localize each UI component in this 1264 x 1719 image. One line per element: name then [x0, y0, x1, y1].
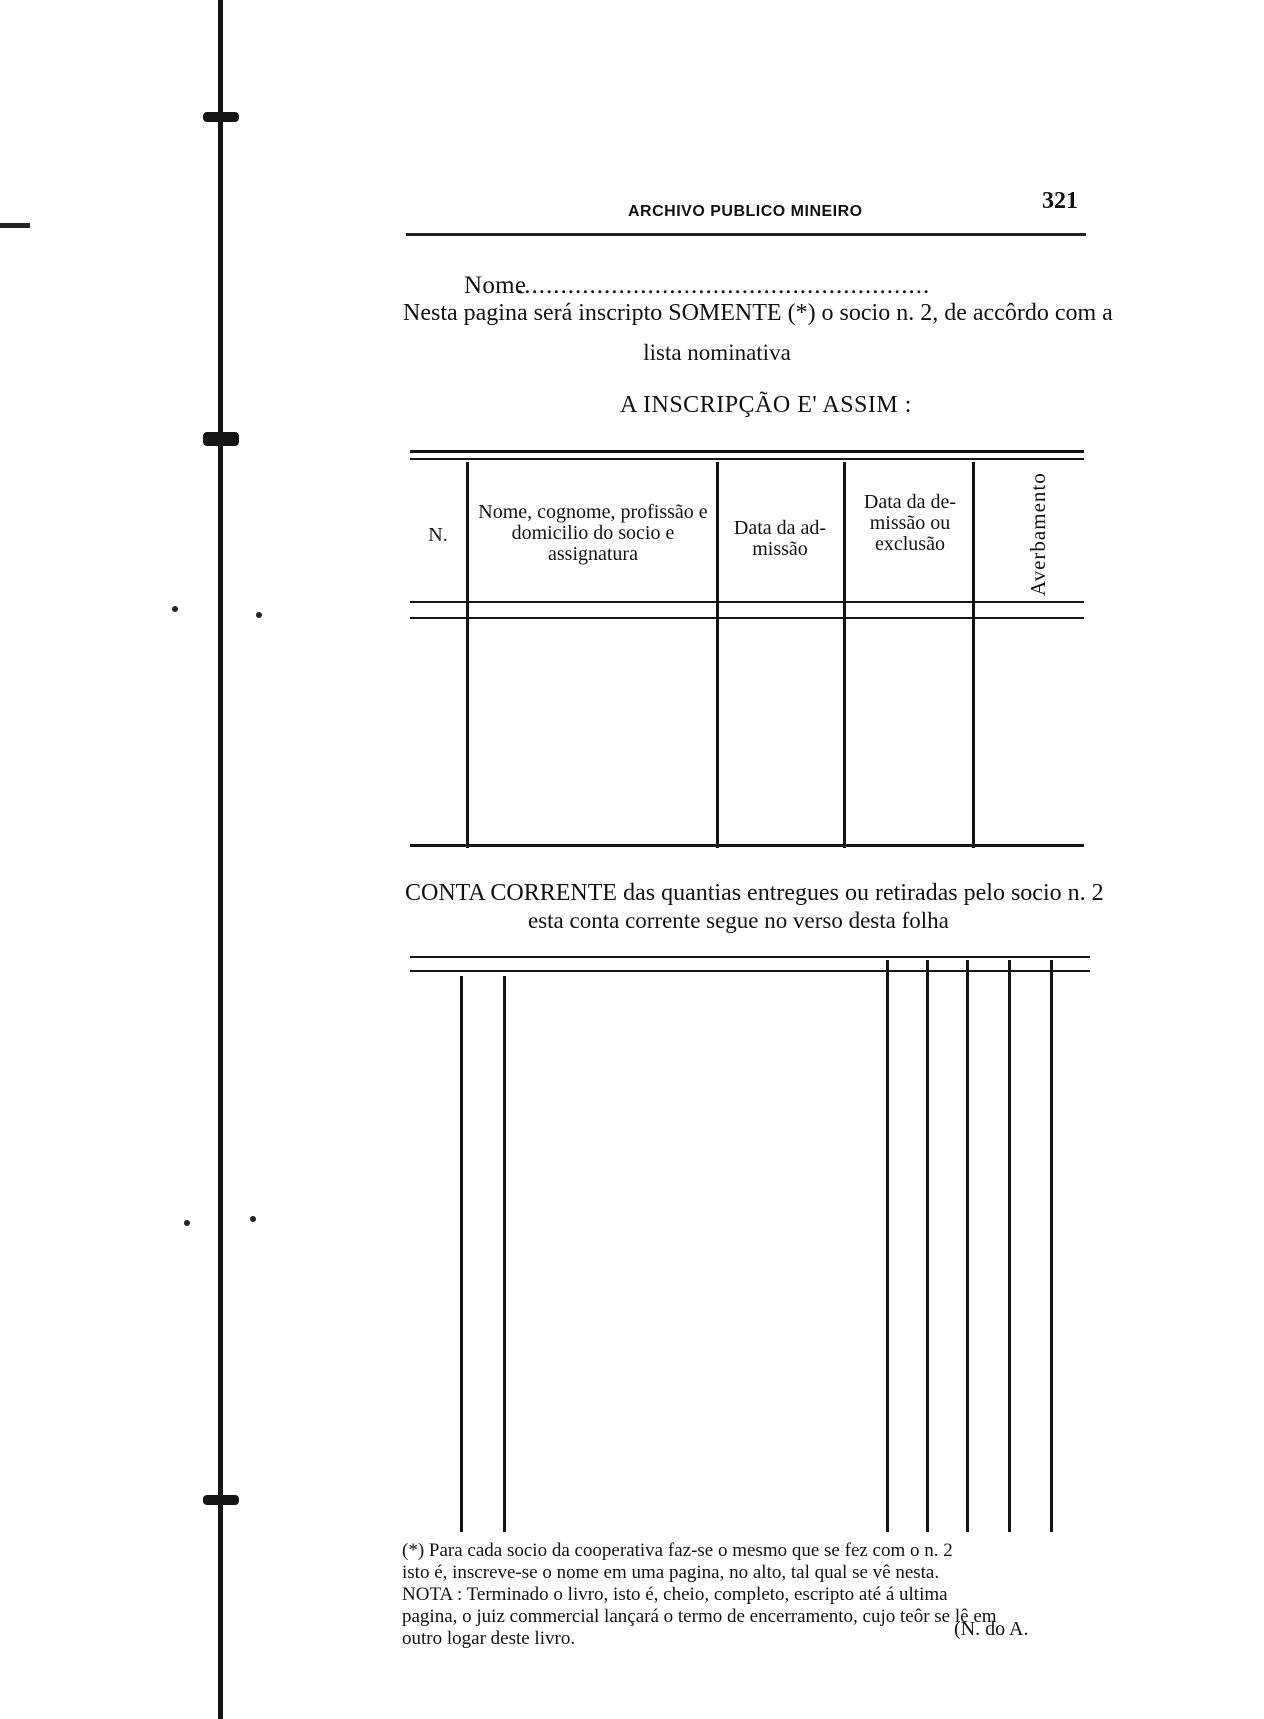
table-col-divider	[716, 462, 719, 848]
ledger-col-divider	[460, 976, 463, 1532]
ledger-col-divider	[1008, 960, 1011, 1532]
nome-fill-line: .........................................................	[517, 272, 931, 299]
ledger-col-divider	[1050, 960, 1053, 1532]
book-binding-line	[218, 0, 223, 1719]
table-bottom-rule	[410, 844, 1084, 847]
table-top-rule	[410, 450, 1084, 453]
footnote-line: (*) Para cada socio da cooperativa faz-se o mesmo que se fez com o n. 2	[402, 1540, 953, 1561]
page-header-title: ARCHIVO PUBLICO MINEIRO	[628, 203, 863, 220]
header-rule	[406, 233, 1086, 236]
footnote-line: pagina, o juiz commercial lançará o termo de encerramento, cujo teôr se lê em	[402, 1606, 997, 1627]
author-note-signature: (N. do A.	[954, 1618, 1029, 1640]
scan-speck	[250, 1216, 256, 1222]
scan-speck	[184, 1220, 190, 1226]
table-body-top-rule	[410, 617, 1084, 619]
conta-corrente-title: CONTA CORRENTE das quantias entregues ou retiradas pelo socio n. 2	[405, 880, 1104, 906]
ledger-col-divider	[886, 960, 889, 1532]
binding-clasp-top	[203, 112, 239, 122]
table-col-divider	[843, 462, 846, 848]
page-number: 321	[1042, 188, 1078, 214]
table-header-rule	[410, 601, 1084, 603]
scan-speck	[256, 612, 262, 618]
column-header-averbamento: Averbamento	[1026, 472, 1050, 596]
ledger-col-divider	[926, 960, 929, 1532]
column-header-nome: Nome, cognome, profissão e domicilio do socio e assignatura	[478, 501, 708, 565]
footnote-nota: NOTA : Terminado o livro, isto é, cheio, completo, escripto até á ultima	[402, 1584, 948, 1605]
scan-margin-mark	[0, 223, 30, 228]
table-col-divider	[466, 462, 469, 848]
instruction-text: Nesta pagina será inscripto SOMENTE (*) o socio n. 2, de accôrdo com a	[403, 300, 1113, 326]
column-header-data-admissao: Data da ad- missão	[733, 517, 827, 560]
instruction-text-continued: lista nominativa	[643, 340, 791, 365]
nome-label: Nome	[464, 272, 527, 299]
inscricao-section-title: A INSCRIPÇÃO E' ASSIM :	[620, 392, 912, 418]
conta-corrente-note: esta conta corrente segue no verso desta folha	[528, 908, 949, 933]
column-header-n: N.	[428, 524, 448, 546]
table-top-rule-inner	[410, 458, 1084, 460]
ledger-col-divider	[503, 976, 506, 1532]
footnote-line: isto é, inscreve-se o nome em uma pagina, no alto, tal qual se vê nesta.	[402, 1562, 940, 1583]
table-col-divider	[972, 462, 975, 848]
binding-clasp-bottom	[203, 1495, 239, 1505]
footnote-line: outro logar deste livro.	[402, 1628, 576, 1649]
scan-speck	[172, 606, 178, 612]
binding-clasp-middle	[203, 432, 239, 446]
ledger-col-divider	[966, 960, 969, 1532]
ledger-top-rule	[410, 956, 1090, 958]
column-header-data-demissao: Data da de- missão ou exclusão	[863, 491, 957, 555]
ledger-header-rule	[410, 970, 1090, 972]
